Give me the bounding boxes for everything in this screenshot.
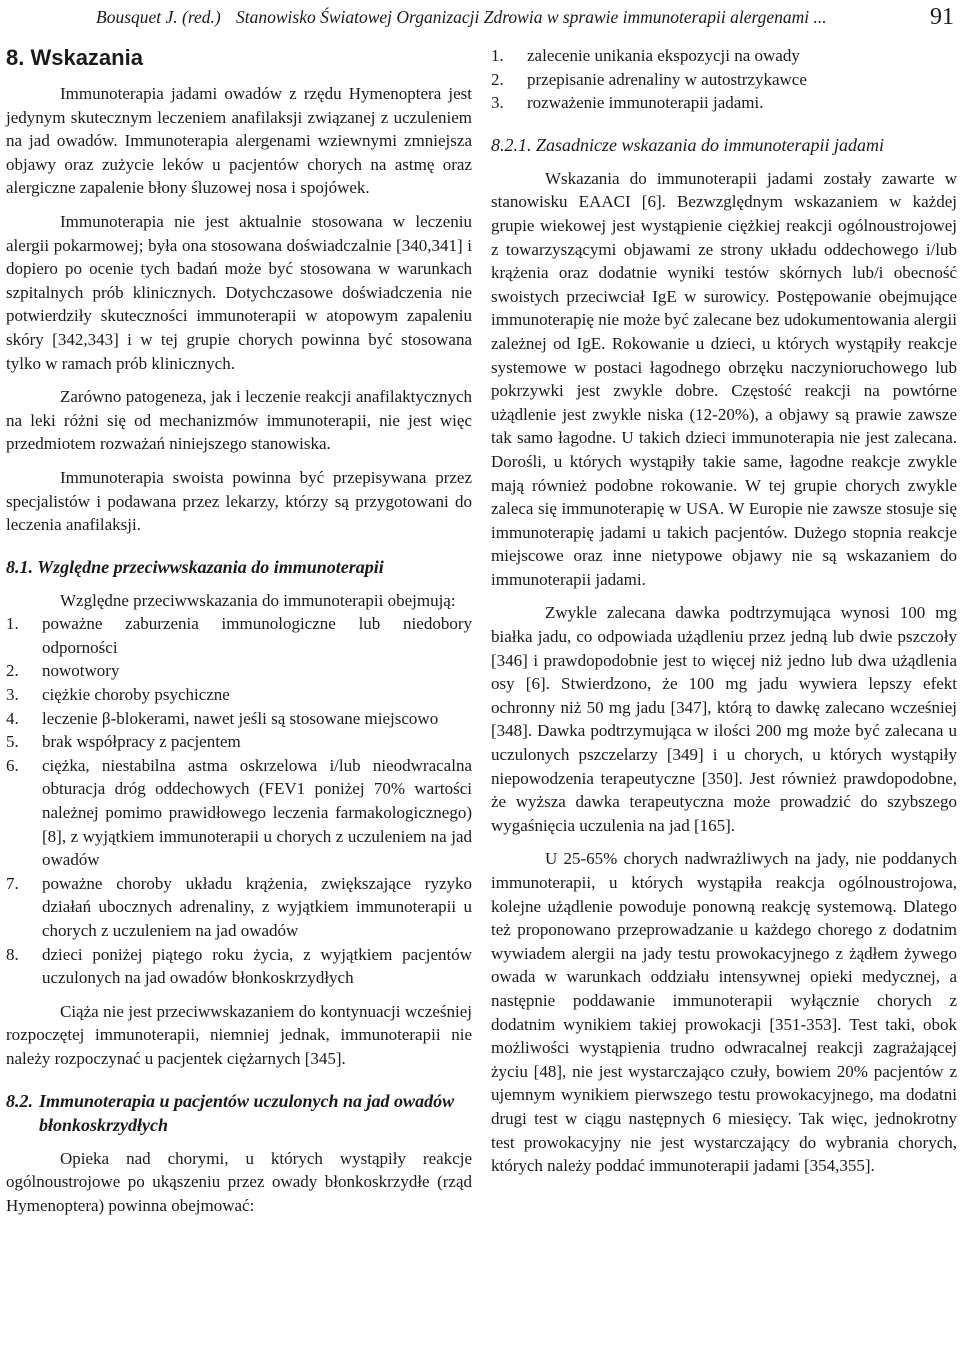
list-item: 8. dzieci poniżej piątego roku życia, z wyjątkiem pacjentów uczulonych na jad owadów błonkoskrzydłych	[6, 944, 472, 988]
care-list	[491, 44, 957, 115]
subsection-title-contraindications: 8.1. Względne przeciwwskazania do immunoterapii	[6, 556, 384, 577]
list-item: 2. nowotwory	[6, 661, 120, 681]
right-column	[491, 44, 957, 1178]
list-item: 4. leczenie β-blokerami, nawet jeśli są stosowane miejscowo	[6, 708, 439, 728]
list-item: 2. przepisanie adrenaliny w autostrzykawce	[491, 69, 807, 89]
paragraph-care: Opieka nad chorymi, u których wystąpiły reakcje ogólnoustrojowe po ukąszeniu przez owady błonkoskrzydłe (rząd Hymenoptera) powinna obejmować:	[6, 1148, 472, 1215]
contraindications-list	[6, 612, 472, 990]
list-item: 1. zalecenie unikania ekspozycji na owady	[491, 46, 800, 65]
paragraph-provocation: U 25-65% chorych nadwrażliwych na jady, nie poddanych immunoterapii, u których wystąpiła reakcja ogólnoustrojowa, kolejne użądlenie powoduje ponowną reakcję systemową. Dlatego też proponowano przeprowadzanie u każdego chorego z dodatnim wywiadem alergii na jady testu prowokacyjnego z żądłem żywego owada w warunkach oddziału intensywnej opieki medycznej, a następnie poddawanie immunoterapii wyłącznie chorych z dodatnim wynikiem takiej prowokacji [351-353]. Test taki, obok możliwości wystąpienia trudno odwracalnej reakcji zagrażającej życiu [48], nie jest wystarczająco czuły, bowiem 20% pacjentów z ujemnym wynikiem pierwszego testu prowokacyjnego, ma dodatni drugi test w ciągu następnych 6 miesięcy. Tak więc, jednokrotny test prowokacyjny nie jest wystarczający do wybrania chorych, których należy poddać immunoterapii jadami [354,355].	[491, 849, 957, 1176]
header-title: Stanowisko Światowej Organizacji Zdrowia w sprawie immunoterapii alergenami ...	[236, 7, 827, 27]
header-authors: Bousquet J. (red.)	[96, 7, 221, 27]
paragraph-indications: Immunoterapia jadami owadów z rzędu Hymenoptera jest jedynym skutecznym leczeniem anafilaksji związanej z uczuleniem na jad owadów. Immunoterapia alergenami wziewnymi zmniejsza objawy oraz zużycie leków u pacjentów chorych na astmę oraz alergiczne zapalenie błony śluzowej nosa i spojówek.	[6, 84, 472, 198]
page-header	[0, 2, 960, 30]
paragraph-drug-reactions: Zarówno patogeneza, jak i leczenie reakcji anafilaktycznych na leki różni się od mechanizmów immunoterapii, nie jest więc przedmiotem rozważań niniejszego stanowiska.	[6, 387, 472, 454]
contraindications-intro: Względne przeciwwskazania do immunoterapii obejmują:	[60, 590, 456, 610]
paragraph-dose: Zwykle zalecana dawka podtrzymująca wynosi 100 mg białka jadu, co odpowiada użądleniu przez jedną lub dwie pszczoły [346] i prawdopodobnie jest to więcej niż jedno lub dwa użądlenia osy [6]. Stwierdzono, że 100 mg jadu wywiera lepszy efekt ochronny niż 50 mg jadu [347], którą to dawkę zalecano wcześniej [348]. Dawka podtrzymująca w ilości 200 mg może być zalecana u uczulonych pszczelarzy [349] i u chorych, u których wystąpiły niepowodzenia terapeutyczne [350]. Jest również prawdopodobne, że wyższa dawka terapeutyczna może prowadzić do szybszego wygaśnięcia uczulenia na jad [165].	[491, 603, 957, 835]
subsection-title-insect-venom: 8.2. Immunoterapia u pacjentów uczulonych na jad owadów błonkoskrzydłych	[6, 1090, 455, 1135]
list-item: 3. rozważenie immunoterapii jadami.	[491, 93, 764, 113]
list-item: 7. poważne choroby układu krążenia, zwiększające ryzyko działań ubocznych adrenaliny, z wyjątkiem immunoterapii u chorych z uczuleniem na jad owadów	[6, 873, 472, 940]
page-number: 91	[930, 4, 954, 30]
paragraph-food-allergy: Immunoterapia nie jest aktualnie stosowana w leczeniu alergii pokarmowej; była ona stosowana doświadczalnie [340,341] i dopiero po ocenie tych badań może być stosowana w warunkach szpitalnych prób klinicznych. Dotychczasowe doświadczenia nie potwierdziły skuteczności immunoterapii w atopowym zapaleniu skóry [342,343] i w tej grupie chorych powinna być stosowana tylko w ramach prób klinicznych.	[6, 211, 472, 373]
list-item: 1. poważne zaburzenia immunologiczne lub niedobory odporności	[6, 614, 472, 657]
list-item: 3. ciężkie choroby psychiczne	[6, 685, 230, 705]
section-title: 8. Wskazania	[6, 45, 143, 70]
list-item: 5. brak współpracy z pacjentem	[6, 732, 241, 752]
paragraph-eaaci: Wskazania do immunoterapii jadami zostały zawarte w stanowisku EAACI [6]. Bezwzględnym wskazaniem w każdej grupie wiekowej jest wystąpienie ciężkiej reakcji ogólnoustrojowej z towarzyszącymi objawami ze strony układu oddechowego i/lub krążenia oraz dodatnie wyniki testów skórnych lub/i obecność swoistych przeciwciał IgE w surowicy. Postępowanie obejmujące immunoterapię nie może być zalecane bez udokumentowania alergii zależnej od IgE. Rokowanie u dzieci, u których wystąpiły reakcje systemowe w postaci łagodnego obrzęku naczynioruchowego lub pokrzywki jest zwykle dobre. Częstość reakcji na powtórne użądlenie jest zwykle niska (12-20%), a objawy są prawie zawsze tak samo łagodne. U takich dzieci immunoterapia nie jest zalecana. Dorośli, u których wystąpiły takie same, łagodne reakcje zwykle mają również podobne rokowanie. W tej grupie chorych zwykle zaleca się immunoterapię w USA. W Europie nie zawsze stosuje się immunoterapię jadami u takich pacjentów. Dużego stopnia reakcje miejscowe oraz inne nietypowe objawy nie są wskazaniem do immunoterapii jadami.	[491, 168, 957, 589]
subsection-title-main-indications: 8.2.1. Zasadnicze wskazania do immunoterapii jadami	[491, 134, 885, 155]
list-item: 6. ciężka, niestabilna astma oskrzelowa i/lub nieodwracalna obturacja dróg oddechowych (FEV1 poniżej 70% wartości należnej pomimo prawidłowego leczenia farmakologicznego) [8], z wyjątkiem immunoterapii u chorych z uczuleniem na jad owadów	[6, 755, 472, 870]
left-column	[6, 44, 472, 1217]
paragraph-pregnancy: Ciąża nie jest przeciwwskazaniem do kontynuacji wcześniej rozpoczętej immunoterapii, niemniej jednak, immunoterapii nie należy rozpoczynać u pacjentek ciężarnych [345].	[6, 1001, 472, 1068]
paragraph-specialists: Immunoterapia swoista powinna być przepisywana przez specjalistów i podawana przez lekarzy, którzy są przygotowani do leczenia anafilaksji.	[6, 467, 472, 535]
